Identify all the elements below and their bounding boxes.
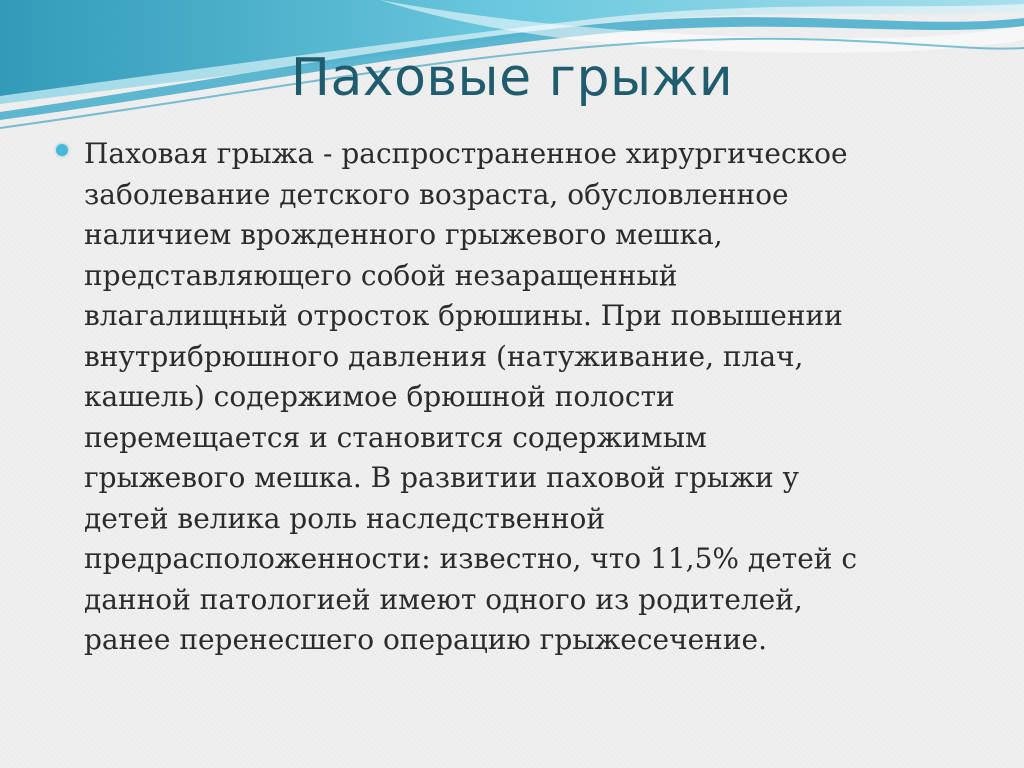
bullet-dot-icon [56, 144, 68, 156]
bullet-text: Паховая грыжа - распространенное хирургическое заболевание детского возраста, обусловленное наличием врожденного грыжевого мешка, представляющего собой незаращенный влагалищный отросток брюшины. При повышении внутрибрюшного давления (натуживание, плач, кашель) содержимое брюшной полости перемещается и становится содержимым грыжевого мешка. В развитии паховой грыжи у детей велика роль наследственной предрасположенности: известно, что 11,5% детей с данной патологией имеют одного из родителей, ранее перенесшего операцию грыжесечение. [84, 137, 858, 656]
slide-content [50, 134, 970, 661]
slide-title: Паховые грыжи [290, 48, 734, 108]
bullet-item [50, 134, 970, 661]
